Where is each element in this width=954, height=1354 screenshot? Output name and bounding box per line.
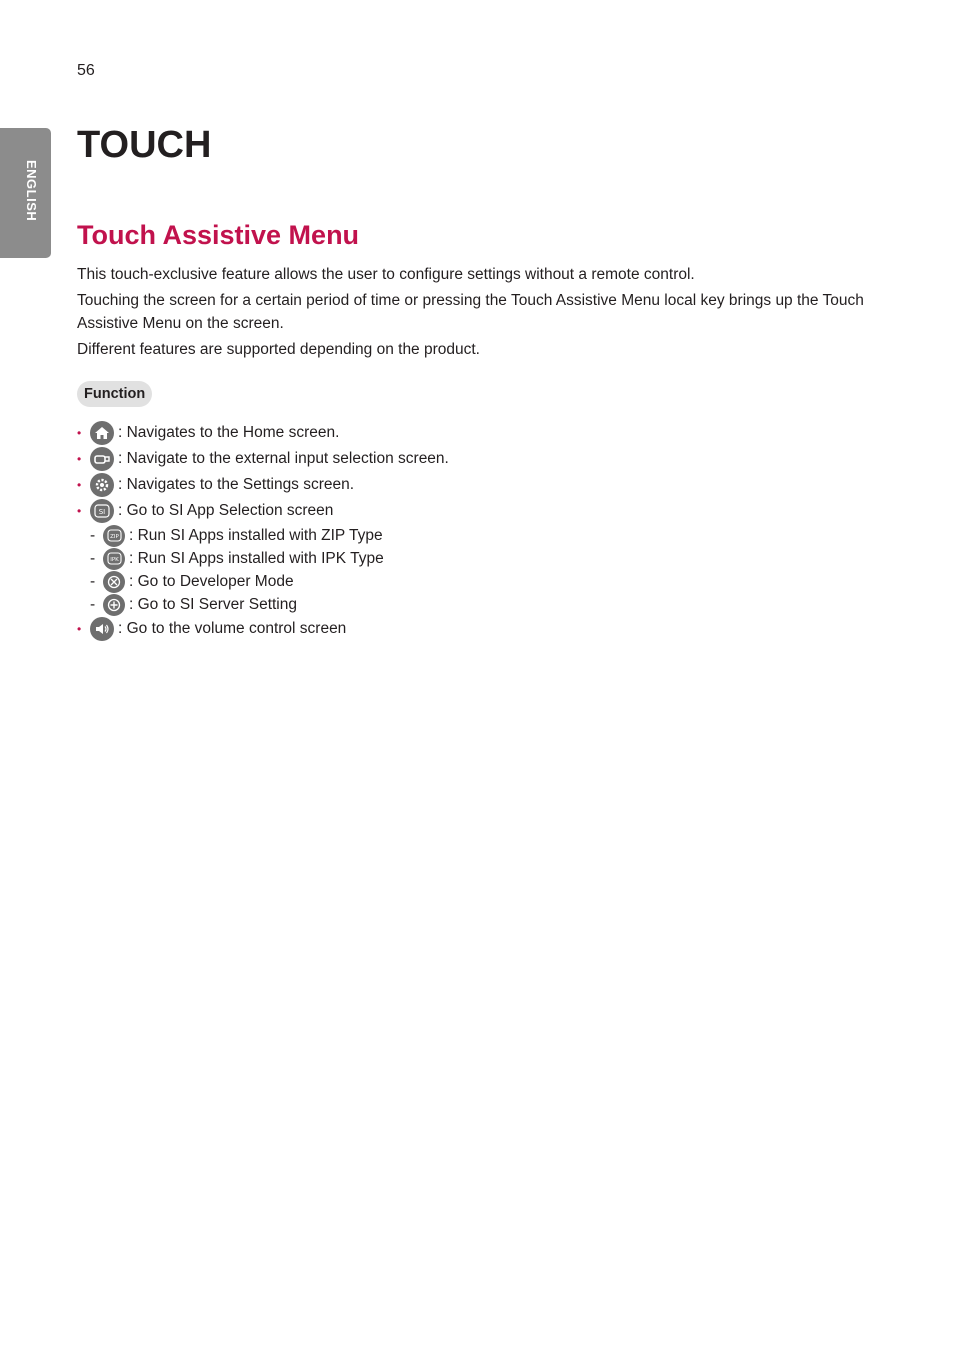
list-item [77, 616, 877, 642]
intro-paragraph: Touching the screen for a certain period of time or pressing the Touch Assistive Menu local key brings up the Touch Assistive Menu on the screen. [77, 292, 864, 332]
settings-icon [90, 473, 114, 497]
server-icon [103, 594, 125, 616]
volume-icon [90, 617, 114, 641]
bullet-icon: • [77, 504, 82, 518]
sub-list-item-text: : Run SI Apps installed with IPK Type [129, 549, 384, 567]
page-number: 56 [77, 62, 95, 79]
sub-list-item [77, 547, 877, 570]
chapter-title: TOUCH [77, 124, 212, 166]
developer-icon [103, 571, 125, 593]
function-badge: Function [77, 381, 152, 407]
list-item-text: : Go to the volume control screen [118, 620, 347, 637]
sub-list-item-text: : Go to SI Server Setting [129, 595, 297, 613]
sub-list-item [77, 593, 877, 616]
zip-icon [103, 525, 125, 547]
bullet-icon: • [77, 452, 82, 466]
sub-list-item [77, 524, 877, 547]
sub-list-item-text: : Go to Developer Mode [129, 572, 294, 590]
dash-marker: - [90, 595, 96, 613]
list-item [77, 420, 877, 446]
si-icon [90, 499, 114, 523]
intro-paragraph: This touch-exclusive feature allows the user to configure settings without a remote control. [77, 266, 695, 283]
section-title: Touch Assistive Menu [77, 220, 360, 250]
list-item-text: : Navigates to the Home screen. [118, 424, 340, 441]
language-tab-label: ENGLISH [24, 160, 39, 222]
input-icon [90, 447, 114, 471]
list-item [77, 446, 877, 472]
list-item-text: : Navigate to the external input selection screen. [118, 450, 449, 467]
intro-text [77, 263, 877, 364]
bullet-icon: • [77, 426, 82, 440]
bullet-icon: • [77, 622, 82, 636]
home-icon [90, 421, 114, 445]
dash-marker: - [90, 526, 96, 544]
list-item [77, 472, 877, 498]
intro-paragraph: Different features are supported depending on the product. [77, 341, 480, 358]
svg-text:IPK: IPK [109, 557, 119, 563]
ipk-icon [103, 548, 125, 570]
svg-text:SI: SI [98, 508, 106, 516]
list-item-text: : Go to SI App Selection screen [118, 502, 334, 519]
dash-marker: - [90, 572, 96, 590]
svg-text:ZIP: ZIP [109, 534, 119, 540]
bullet-icon: • [77, 478, 82, 492]
list-item-text: : Navigates to the Settings screen. [118, 476, 355, 493]
sub-list-item [77, 570, 877, 593]
dash-marker: - [90, 549, 96, 567]
list-item [77, 498, 877, 524]
function-list [77, 420, 877, 642]
sub-list-item-text: : Run SI Apps installed with ZIP Type [129, 526, 383, 544]
